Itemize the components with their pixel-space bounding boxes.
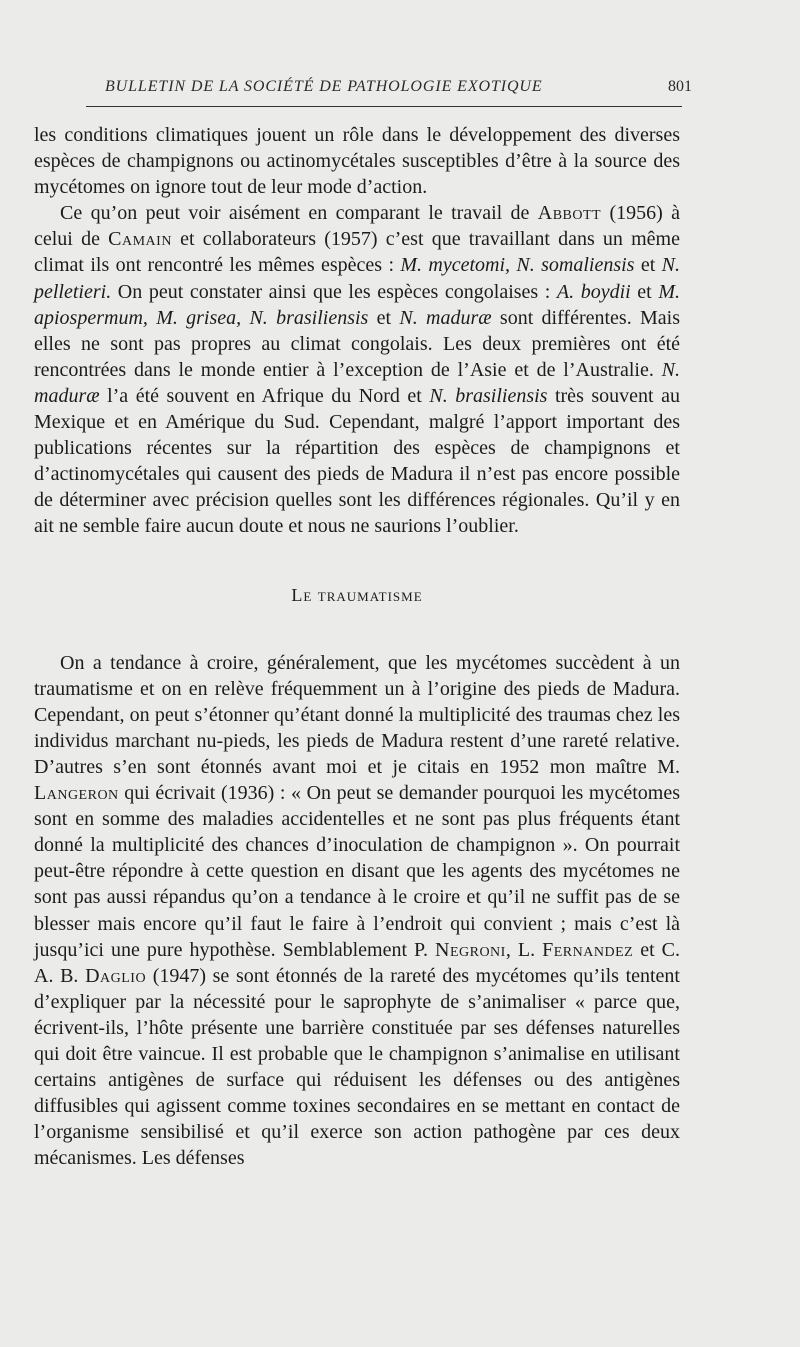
text-run: On a tendance à croire, généralement, que les mycétomes succèdent à un traumatisme et on en relève fréquemment un à l’origine des pieds de Madura. Cependant, on peut s’étonner qu’étant donné la multiplicité des traumas chez les individus marchant nu-pieds, les pieds de Madura restent d’une rareté relative. D’autres s’en sont étonnés avant moi et je citais en 1952 mon maître M. [34, 651, 680, 778]
running-title: BULLETIN DE LA SOCIÉTÉ DE PATHOLOGIE EXOTIQUE [105, 78, 543, 95]
body-text [34, 122, 680, 1171]
species-name: M. apiospermum, M. grisea, N. brasiliensis [34, 280, 680, 329]
author-name: Negroni [435, 938, 506, 961]
paragraph-1-text: les conditions climatiques jouent un rôle dans le développement des diverses espèces de champignons ou actinomycétales susceptibles d’être à la source des mycétomes on ignore tout de leur mode d’action. [34, 124, 680, 199]
text-run: (1947) se sont étonnés de la rareté des mycétomes qu’ils tentent d’expliquer par la nécessité pour le saprophyte de s’animaliser « parce que, écrivent-ils, l’hôte présente une barrière constituée par ses défenses naturelles qui doit être vaincue. Il est probable que le champignon s’animalise en utilisant certains antigènes de surface qui réduisent les défenses ou des antigènes diffusibles qui agissent comme toxines secondaires en se mettant en contact de l’organisme sensibilisé et qu’il exerce son action pathogène par ces deux mécanismes. Les défenses [34, 964, 680, 1170]
section-heading: Le traumatisme [291, 584, 423, 605]
page-header [36, 74, 692, 104]
species-name: N. brasiliensis [429, 384, 548, 407]
text-run: (1956) à celui de [34, 202, 680, 251]
text-run: et [630, 280, 659, 303]
author-name: Fernandez [542, 938, 634, 961]
text-run: et [634, 254, 662, 277]
text-run: et C. A. B. [34, 938, 681, 987]
paragraph-1 [34, 122, 680, 200]
page-number: 801 [668, 78, 692, 95]
text-run: sont différentes. Mais elles ne sont pas propres au climat congolais. Les deux premières ont été rencontrées dans le monde entier à l’exception de l’Asie et de l’Australie. [34, 306, 681, 381]
text-run: et collaborateurs (1957) c’est que travaillant dans un même climat ils ont rencontré les mêmes espèces : [34, 228, 680, 277]
text-run: l’a été souvent en Afrique du Nord et [99, 384, 430, 407]
species-name: M. mycetomi, N. somaliensis [400, 254, 635, 277]
author-name: Camain [108, 228, 172, 251]
author-name: Langeron [34, 782, 119, 805]
text-run: , L. [505, 938, 543, 961]
paragraph-3 [34, 650, 680, 1172]
text-run: On peut constater ainsi que les espèces congolaises : [111, 280, 557, 303]
paragraph-2 [34, 200, 680, 539]
header-rule [86, 106, 682, 107]
species-name: N. maduræ [34, 358, 680, 407]
species-name: A. boydii [556, 280, 631, 303]
species-name: N. maduræ [399, 306, 492, 329]
species-name: N. pelletieri. [34, 254, 680, 303]
text-run: très souvent au Mexique et en Amérique du Sud. Cependant, malgré l’apport important des publications récentes sur la répartition des espèces de champignons et d’actinomycétales qui causent des pieds de Madura il n’est pas encore possible de déterminer avec précision quelles sont les différences régionales. Qu’il y en ait ne semble faire aucun doute et nous ne saurions l’oublier. [34, 384, 680, 538]
author-name: Daglio [85, 964, 147, 987]
text-run: et [368, 306, 400, 329]
author-name: Abbott [537, 202, 602, 225]
text-run: qui écrivait (1936) : « On peut se demander pourquoi les mycétomes sont en somme des maladies accidentelles et ne sont pas plus fréquents étant donné la multiplicité des chances d’inoculation de champignon ». On pourrait peut-être répondre à cette question en disant que les agents des mycétomes ne sont pas aussi répandus qu’on a tendance à le croire et qu’il ne suffit pas de se blesser mais encore qu’il faut le faire à l’endroit qui convient ; mais c’est là jusqu’ici une pure hypothèse. Semblablement P. [34, 782, 680, 961]
text-run: Ce qu’on peut voir aisément en comparant le travail de [60, 202, 538, 225]
